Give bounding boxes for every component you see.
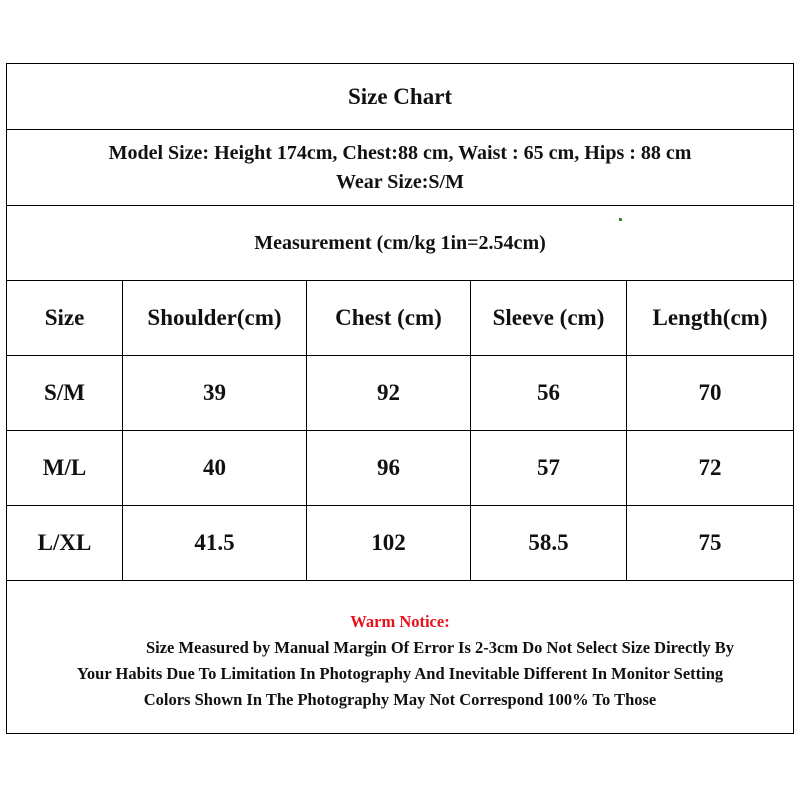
chart-title (7, 64, 793, 130)
measurement-note (7, 206, 793, 281)
header-chest: Chest (cm) (307, 281, 471, 355)
cell-sleeve: 57 (471, 431, 627, 505)
notice-line2: Your Habits Due To Limitation In Photography And Inevitable Different In Monitor Setting (76, 664, 724, 683)
cell-size: L/XL (7, 506, 123, 580)
table-row (7, 356, 793, 431)
cell-shoulder: 40 (123, 431, 307, 505)
cell-length: 70 (698, 380, 722, 405)
cell-length: 75 (698, 530, 722, 555)
cell-length: 72 (698, 455, 722, 480)
cell-sleeve: 56 (471, 356, 627, 430)
cell-sleeve: 58.5 (471, 506, 627, 580)
warm-notice (7, 581, 793, 733)
cell-shoulder: 41.5 (123, 506, 307, 580)
table-row (7, 506, 793, 581)
notice-line1: Size Measured by Manual Margin Of Error Is 2-3cm Do Not Select Size Directly By (145, 638, 735, 657)
table-row (7, 431, 793, 506)
notice-title: Warm Notice: (350, 612, 450, 631)
header-length: Length(cm) (652, 305, 768, 330)
header-sleeve: Sleeve (cm) (471, 281, 627, 355)
table-header-row (7, 281, 793, 356)
header-shoulder: Shoulder(cm) (123, 281, 307, 355)
cell-chest: 102 (307, 506, 471, 580)
model-info-line2: Wear Size:S/M (336, 170, 464, 193)
cell-shoulder: 39 (123, 356, 307, 430)
measurement-note-text: Measurement (cm/kg 1in=2.54cm) (254, 231, 546, 254)
cell-size: S/M (7, 356, 123, 430)
cell-chest: 92 (307, 356, 471, 430)
model-info-line1: Model Size: Height 174cm, Chest:88 cm, Waist : 65 cm, Hips : 88 cm (108, 141, 692, 164)
size-chart (6, 63, 794, 734)
header-size: Size (7, 281, 123, 355)
model-info (7, 130, 793, 206)
notice-line3: Colors Shown In The Photography May Not Correspond 100% To Those (143, 690, 657, 709)
decorative-dot (619, 218, 622, 221)
chart-title-text: Size Chart (347, 83, 453, 109)
cell-chest: 96 (307, 431, 471, 505)
cell-size: M/L (7, 431, 123, 505)
